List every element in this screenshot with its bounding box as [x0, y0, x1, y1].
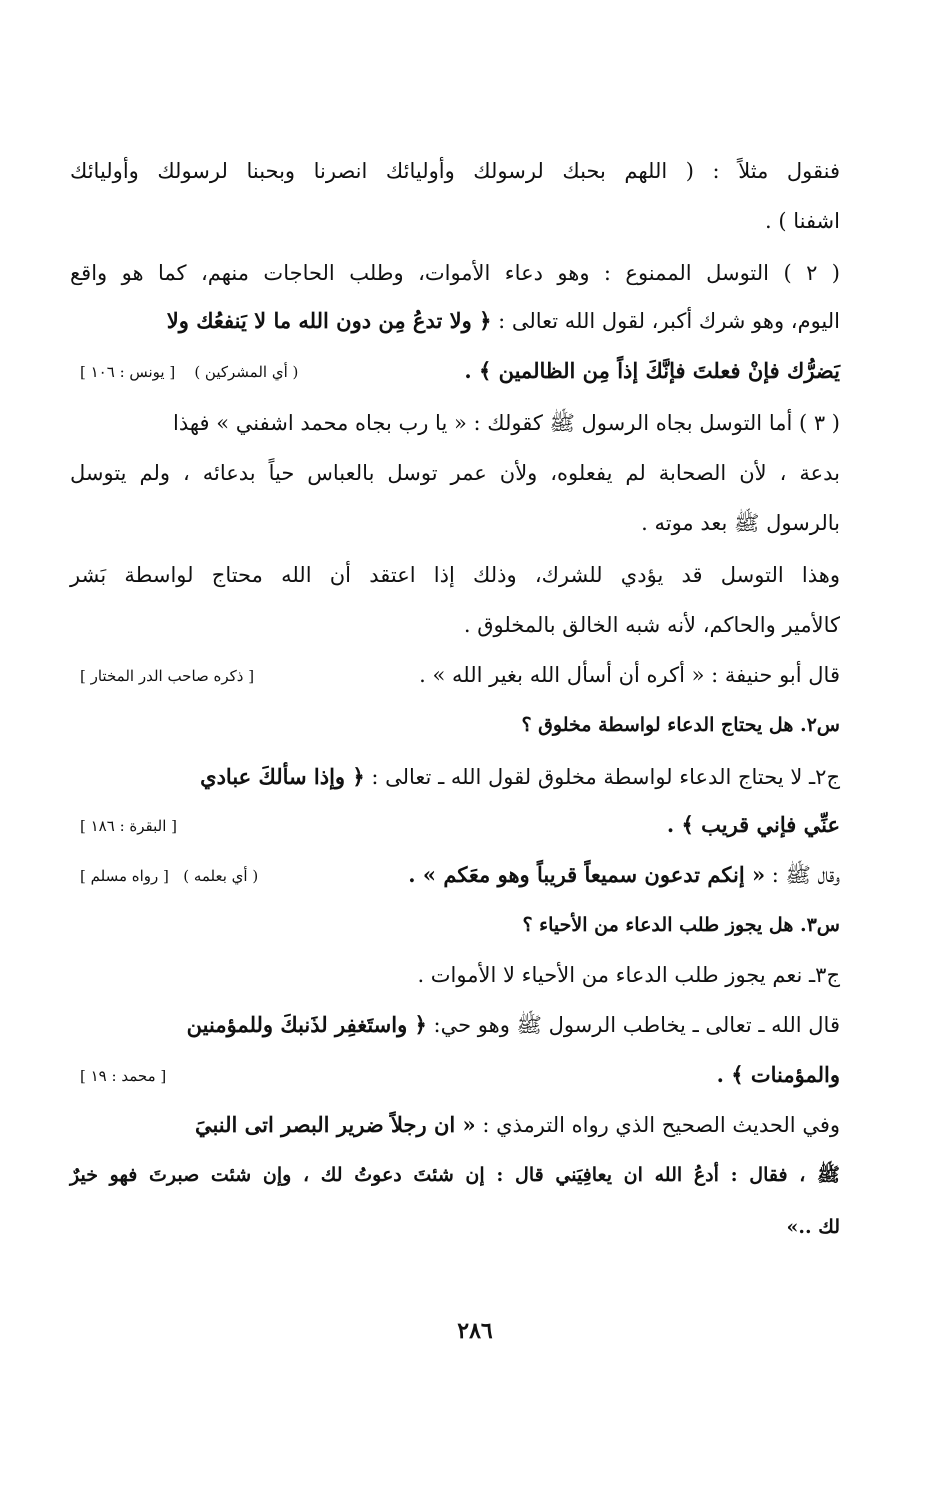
quran-verse-line: يَضرُّك فإنْ فعلتَ فإنَّكَ إذاً مِن الظالمين ﴾ . [464, 358, 840, 383]
reference-note [80, 358, 298, 386]
text-line-2: اشفنا ) . [764, 209, 840, 233]
reference-gloss: ( أي المشركين ) [194, 363, 299, 381]
quran-verse-line: والمؤمنات ﴾ . [716, 1062, 840, 1087]
quran-verse: ﴿ وإذا سألكَ عبادي [200, 764, 365, 789]
quran-verse: ﴿ ولا تدعُ مِن دون الله ما لا يَنفعُك ولا [166, 308, 492, 333]
hadith-quote-line: ﷺ ، فقال : أدعُ الله ان يعافِيَني قال : إن شئتَ دعوتُ لك ، وإن شئت صبرتَ فهو خيرٌ [70, 1164, 840, 1186]
text-line-10: كالأمير والحاكم، لأنه شبه الخالق بالمخلوق . [463, 613, 840, 637]
question-heading-3: س٣. هل يجوز طلب الدعاء من الأحياء ؟ [522, 914, 840, 936]
text-line-8: بالرسول ﷺ بعد موته . [641, 511, 840, 535]
page-number: ٢٨٦ [457, 1318, 493, 1344]
text-plain: قال الله ـ تعالى ـ يخاطب الرسول ﷺ وهو حي: [433, 1013, 840, 1037]
quote-text: « يا رب بجاه محمد اشفني » فهذا [173, 411, 467, 435]
text-line-4 [70, 306, 840, 336]
reference-note: [ ذكره صاحب الدر المختار ] [80, 667, 255, 685]
hadith-quote: « إنكم تدعون سميعاً قريباً وهو معَكم » . [408, 862, 766, 887]
text-plain: ( ٣ ) أما التوسل بجاه الرسول ﷺ كقولك : [473, 411, 840, 435]
text-line-17: ج٣ـ نعم يجوز طلب الدعاء من الأحياء لا الأموات . [417, 963, 840, 987]
text-line-11: قال أبو حنيفة : « أكره أن أسأل الله بغير الله » . [419, 663, 840, 687]
text-line-6 [70, 408, 840, 438]
reference-note: [ محمد : ١٩ ] [80, 1067, 167, 1085]
text-line-1: فنقول مثلاً : ( اللهم بحبك لرسولك وأوليائك انصرنا وبحبنا لرسولك وأوليائك [70, 159, 840, 183]
text-line-18 [70, 1010, 840, 1040]
reference-gloss: ( أي بعلمه ) [183, 867, 259, 885]
reference-source: [ يونس : ١٠٦ ] [80, 363, 176, 381]
text-line-13 [70, 762, 840, 792]
text-line-3: ( ٢ ) التوسل الممنوع : وهو دعاء الأموات، وطلب الحاجات منهم، كما هو واقع [70, 261, 840, 285]
quran-verse-line: عنِّي فإني قريب ﴾ . [666, 812, 840, 837]
reference-note [80, 862, 258, 890]
reference-note: [ البقرة : ١٨٦ ] [80, 817, 177, 835]
quran-verse: ﴿ واستَغفِر لذَنبكَ وللمؤمنين [186, 1012, 427, 1037]
text-plain: وفي الحديث الصحيح الذي رواه الترمذي : [482, 1113, 840, 1137]
question-heading-2: س٢. هل يحتاج الدعاء لواسطة مخلوق ؟ [521, 714, 840, 736]
text-plain: اليوم، وهو شرك أكبر، لقول الله تعالى : [498, 309, 840, 333]
hadith-quote: « ان رجلاً ضرير البصر اتى النبيَ [194, 1112, 476, 1137]
text-line-7: بدعة ، لأن الصحابة لم يفعلوه، ولأن عمر توسل بالعباس حياً بدعائه ، ولم يتوسل [70, 461, 840, 485]
text-line-20 [70, 1110, 840, 1140]
text-plain: ج٢ـ لا يحتاج الدعاء لواسطة مخلوق لقول الله ـ تعالى : [371, 765, 840, 789]
hadith-quote-line: لك ..» [786, 1216, 840, 1238]
text-line-9: وهذا التوسل قد يؤدي للشرك، وذلك إذا اعتقد أن الله محتاج لواسطة بَشر [70, 563, 840, 587]
text-plain: وقال ﷺ : [771, 863, 840, 887]
reference-source: [ رواه مسلم ] [80, 867, 169, 885]
